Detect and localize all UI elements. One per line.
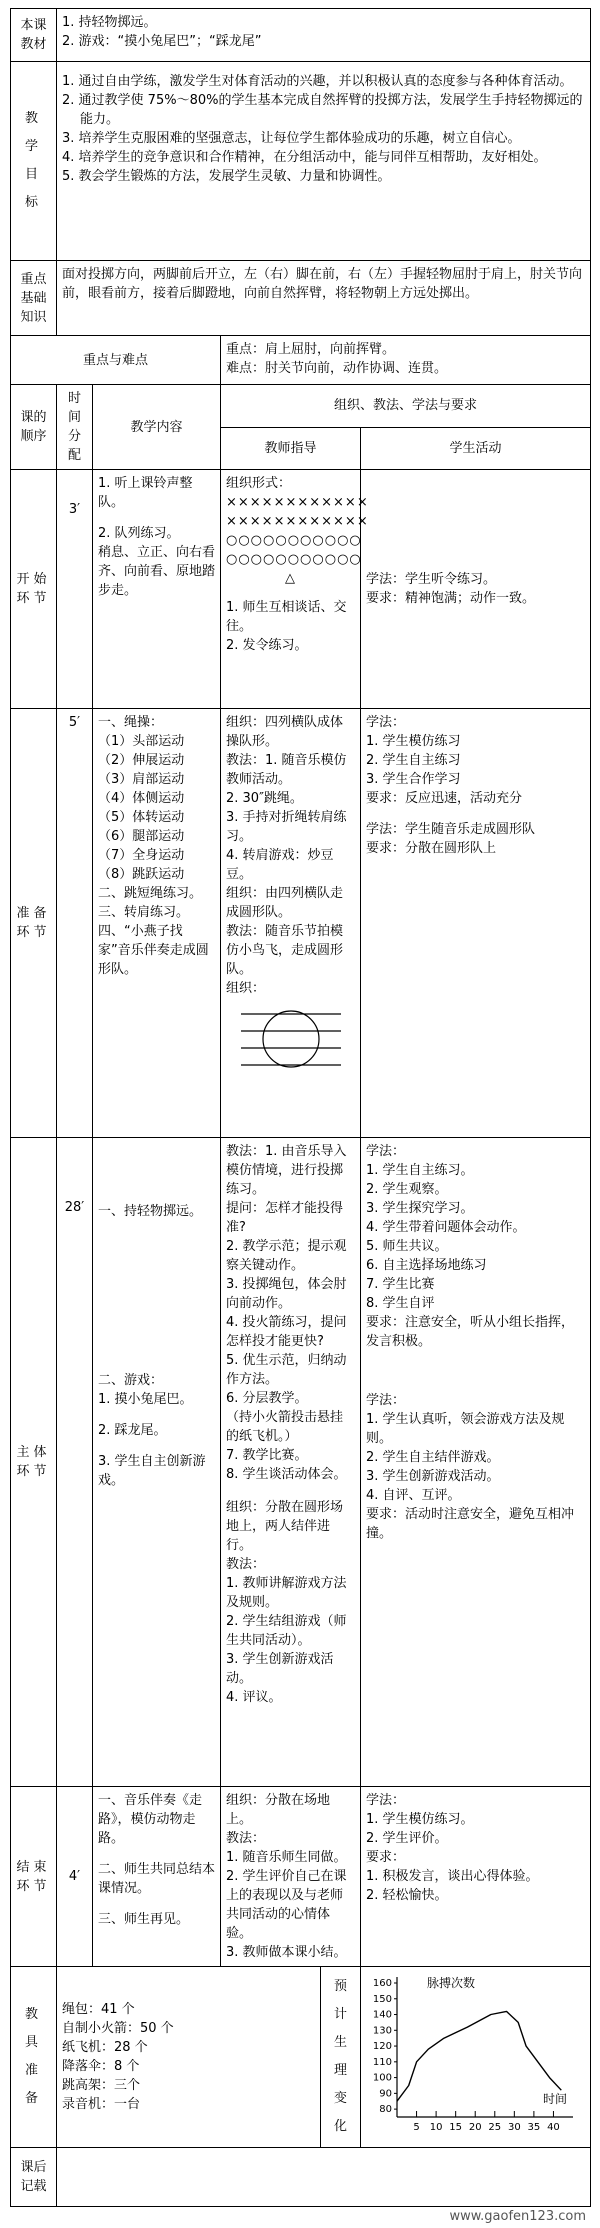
- label-char: 预: [333, 1979, 347, 1994]
- list-line: 一、音乐伴奏《走路》，模仿动物走路。: [98, 1793, 203, 1846]
- list-line: 1. 随音乐师生同做。: [226, 1850, 347, 1865]
- objective-item: 4. 培养学生的竞争意识和合作精神，在分组活动中，能与同伴互相帮助，友好相处。: [62, 150, 547, 165]
- watermark: www.gaofen123.com: [449, 2209, 586, 2224]
- formation-row: ○○○○○○○○○○○: [226, 552, 362, 567]
- physio-chart-cell: [361, 1967, 591, 2148]
- list-line: 2. 学生自主练习: [366, 753, 461, 768]
- list-line: 2. 学生自主结伴游戏。: [366, 1450, 500, 1465]
- y-tick-label: 90: [379, 2088, 392, 2100]
- material-item: 1. 持轻物掷远。: [62, 15, 157, 30]
- label-char: 生: [333, 2035, 347, 2050]
- list-line: （7）全身运动: [98, 848, 185, 863]
- key-point: 重点：肩上屈肘，向前挥臂。: [226, 342, 396, 357]
- list-line: 学法：: [366, 715, 406, 730]
- list-line: 1. 积极发言，谈出心得体验。: [366, 1869, 539, 1884]
- list-line: 录音机：一台: [62, 2097, 141, 2112]
- stage-main-time: 28′: [57, 1138, 93, 1787]
- list-line: 教法：: [226, 1557, 266, 1572]
- row-notes: [11, 2148, 591, 2207]
- stage-end-student: [361, 1787, 591, 1967]
- list-line: 二、游戏：: [98, 1373, 164, 1388]
- list-line: 1. 学生认真听，领会游戏方法及规则。: [366, 1412, 565, 1446]
- list-line: 1. 学生模仿练习。: [366, 1812, 474, 1827]
- label-equipment: [11, 1967, 57, 2148]
- row-key-difficult: [11, 336, 591, 385]
- label-char: 变: [333, 2091, 347, 2106]
- list-line: （3）肩部运动: [98, 772, 185, 787]
- list-line: 要求：分散在圆形队上: [366, 841, 497, 856]
- x-tick-label: 5: [413, 2122, 420, 2133]
- list-line: 3. 学生合作学习: [366, 772, 461, 787]
- formation-diagram: [226, 493, 369, 588]
- list-line: 要求：注意安全，听从小组长指挥，发言积极。: [366, 1315, 575, 1349]
- y-tick-label: 80: [379, 2104, 392, 2116]
- list-line: 学法：: [366, 1144, 406, 1159]
- row-key-knowledge: [11, 261, 591, 336]
- notes-content: [57, 2148, 591, 2207]
- stage-end-name: 结束环节: [11, 1787, 57, 1967]
- list-line: （8）跳跃运动: [98, 867, 185, 882]
- label-char: 计: [333, 2007, 347, 2022]
- objective-item: 2. 通过教学使 75%～80%的学生基本完成自然挥臂的投掷方法，发展学生手持轻物掷远的能力。: [62, 93, 583, 127]
- list-line: [98, 1409, 215, 1421]
- stage-start-teacher: [221, 470, 369, 709]
- stage-main-content: [93, 1138, 221, 1787]
- list-line: 3. 手持对折绳转肩练习。: [226, 810, 347, 844]
- label-char: 教: [24, 111, 42, 126]
- difficult-point: 难点：肘关节向前，动作协调、连贯。: [226, 361, 448, 376]
- y-tick-label: 150: [372, 1993, 392, 2005]
- x-tick-label: 20: [468, 2122, 482, 2133]
- list-line: 4. 自评、互评。: [366, 1488, 461, 1503]
- key-knowledge-content: 面对投掷方向，两脚前后开立，左（右）脚在前，右（左）手握轻物屈肘于肩上，肘关节向前，眼看前方，接着后脚蹬地，向前自然挥臂，将轻物朝上方远处掷出。: [57, 261, 591, 336]
- y-tick-label: 130: [372, 2025, 392, 2037]
- list-line: 1. 摸小兔尾巴。: [98, 1392, 193, 1407]
- label-char: 标: [24, 195, 42, 210]
- stage-main-student: [361, 1138, 591, 1787]
- list-line: 要求：: [366, 1850, 406, 1865]
- y-tick-label: 120: [372, 2041, 392, 2053]
- stage-end-teacher: [221, 1787, 361, 1967]
- list-line: 2. 30″跳绳。: [226, 791, 303, 806]
- header-time: 时间分配: [57, 385, 93, 470]
- list-line: 自制小火箭：50 个: [62, 2021, 174, 2036]
- list-line: 三、转肩练习。: [98, 905, 190, 920]
- list-line: 一、持轻物掷远。: [98, 1204, 203, 1219]
- list-line: 教法：1. 随音乐模仿教师活动。: [226, 753, 347, 787]
- list-line: [98, 1848, 215, 1860]
- list-line: （6）腿部运动: [98, 829, 185, 844]
- list-line: 3. 学生探究学习。: [366, 1201, 474, 1216]
- list-line: 组织形式：: [226, 476, 292, 491]
- list-line: 1. 教师讲解游戏方法及规则。: [226, 1576, 347, 1610]
- list-line: 3. 学生创新游戏活动。: [366, 1469, 500, 1484]
- label-char: 准: [24, 2063, 42, 2078]
- list-line: 4. 学生带着问题体会动作。: [366, 1220, 526, 1235]
- list-line: 2. 学生观察。: [366, 1182, 448, 1197]
- formation-row: ○○○○○○○○○○○: [226, 533, 362, 548]
- list-line: 5. 师生共议。: [366, 1239, 448, 1254]
- list-line: 1. 学生模仿练习: [366, 734, 461, 749]
- list-line: 组织：分散在场地上。: [226, 1793, 331, 1827]
- header-org: 组织、教法、学法与要求: [221, 385, 591, 428]
- list-line: 2. 学生评价。: [366, 1831, 448, 1846]
- list-line: 教法：随音乐节拍模仿小鸟飞，走成圆形队。: [226, 924, 344, 977]
- stage-prep-content: [93, 709, 221, 1138]
- list-line: 跳高架：三个: [62, 2078, 141, 2093]
- list-line: （5）体转运动: [98, 810, 185, 825]
- list-line: 2. 队列练习。: [98, 526, 180, 541]
- lesson-plan-table: [10, 8, 591, 2207]
- header-order: 课的顺序: [11, 385, 57, 470]
- list-line: 要求：活动时注意安全，避免互相冲撞。: [366, 1507, 575, 1541]
- list-line: 学法：学生随音乐走成圆形队: [366, 822, 536, 837]
- stage-end-time: 4′: [57, 1787, 93, 1967]
- list-line: （2）伸展运动: [98, 753, 185, 768]
- list-line: 组织：由四列横队走成圆形队。: [226, 886, 344, 920]
- label-key-knowledge: 重点基础知识: [11, 261, 57, 336]
- y-tick-label: 160: [372, 1978, 392, 1989]
- stage-main-teacher: [221, 1138, 361, 1787]
- y-tick-label: 140: [372, 2009, 392, 2021]
- stage-main-name: 主体环节: [11, 1138, 57, 1787]
- list-line: （持小火箭投击悬挂的纸飞机。）: [226, 1410, 344, 1444]
- list-line: 1. 学生自主练习。: [366, 1163, 474, 1178]
- list-line: 降落伞：8 个: [62, 2059, 140, 2074]
- list-line: 8. 学生谈活动体会。: [226, 1467, 347, 1482]
- list-line: 稍息、立正、向右看齐、向前看、原地踏步走。: [98, 545, 216, 598]
- list-line: 一、绳操：: [98, 715, 164, 730]
- x-axis-label: 时间: [543, 2092, 568, 2106]
- label-char: 目: [24, 167, 42, 182]
- list-line: 组织：: [226, 981, 266, 996]
- label-objectives: [11, 62, 57, 261]
- objectives-content: [57, 62, 591, 261]
- list-line: [98, 1898, 215, 1910]
- list-line: 教法：1. 由音乐导入模仿情境，进行投掷练习。: [226, 1144, 347, 1197]
- material-item: 2. 游戏：“摸小兔尾巴”；“踩龙尾”: [62, 34, 262, 49]
- stage-prep-teacher: [221, 709, 361, 1138]
- label-char: 化: [333, 2119, 347, 2134]
- label-char: 学: [24, 139, 42, 154]
- list-line: 5. 优生示范，归纳动作方法。: [226, 1353, 347, 1387]
- list-line: 7. 教学比赛。: [226, 1448, 308, 1463]
- label-physio: [321, 1967, 361, 2148]
- key-difficult-content: [221, 336, 591, 385]
- label-char: 具: [24, 2035, 42, 2050]
- equipment-list: [57, 1967, 321, 2148]
- list-line: 4. 投火箭练习，提问怎样投才能更快?: [226, 1315, 347, 1349]
- label-key-difficult: 重点与难点: [11, 336, 221, 385]
- stage-start-content: [93, 470, 221, 709]
- header-teacher: 教师指导: [221, 427, 361, 470]
- list-line: 学法：学生听令练习。: [366, 572, 497, 587]
- list-line: 2. 发令练习。: [226, 638, 308, 653]
- teacher-position: △: [285, 571, 296, 586]
- stage-start-student: [361, 470, 591, 709]
- list-line: 二、师生共同总结本课情况。: [98, 1862, 216, 1896]
- list-line: 2. 轻松愉快。: [366, 1888, 448, 1903]
- lesson-material-content: [57, 9, 591, 62]
- row-stage-prep: [11, 709, 591, 1138]
- pulse-line: [397, 2011, 561, 2101]
- list-line: 2. 教学示范；提示观察关键动作。: [226, 1239, 347, 1273]
- list-line: [98, 1440, 215, 1452]
- header-content: 教学内容: [93, 385, 221, 470]
- x-tick-label: 30: [507, 2122, 521, 2133]
- list-line: 8. 学生自评: [366, 1296, 435, 1311]
- label-char: 理: [333, 2063, 347, 2078]
- row-stage-end: [11, 1787, 591, 1967]
- formation-row: ××××××××××××: [226, 514, 369, 529]
- list-line: 2. 学生评价自己在课上的表现以及与老师共同活动的心情体验。: [226, 1869, 347, 1941]
- label-char: 教: [24, 2007, 42, 2022]
- list-line: 4. 转肩游戏：炒豆豆。: [226, 848, 334, 882]
- list-line: 6. 自主选择场地练习: [366, 1258, 487, 1273]
- list-line: 6. 分层教学。: [226, 1391, 308, 1406]
- x-tick-label: 25: [488, 2122, 502, 2133]
- stage-prep-name: 准备环节: [11, 709, 57, 1138]
- objective-item: 5. 教会学生锻炼的方法，发展学生灵敏、力量和协调性。: [62, 169, 391, 184]
- list-line: 4. 评议。: [226, 1690, 282, 1705]
- list-line: 纸飞机：28 个: [62, 2040, 148, 2055]
- list-line: 组织：四列横队成体操队形。: [226, 715, 344, 749]
- stage-start-name: 开始环节: [11, 470, 57, 709]
- stage-start-time: 3′: [57, 470, 93, 709]
- row-stage-start: [11, 470, 591, 709]
- row-lesson-material: [11, 9, 591, 62]
- objective-item: 3. 培养学生克服困难的坚强意志，让每位学生都体验成功的乐趣，树立自信心。: [62, 131, 521, 146]
- x-tick-label: 40: [547, 2122, 560, 2133]
- objective-item: 1. 通过自由学练，激发学生对体育活动的兴趣，并以积极认真的态度参与各种体育活动。: [62, 74, 573, 89]
- header-student: 学生活动: [361, 427, 591, 470]
- list-line: 绳包：41 个: [62, 2002, 135, 2017]
- stage-end-content: [93, 1787, 221, 1967]
- row-equipment: [11, 1967, 591, 2148]
- list-line: 2. 踩龙尾。: [98, 1423, 167, 1438]
- list-line: 7. 学生比赛: [366, 1277, 435, 1292]
- list-line: 二、跳短绳练习。: [98, 886, 203, 901]
- chart-title: 脉搏次数: [427, 1976, 476, 1990]
- list-line: 1. 听上课铃声整队。: [98, 476, 193, 510]
- list-line: [98, 512, 215, 524]
- row-objectives: [11, 62, 591, 261]
- list-line: 要求：反应迅速，活动充分: [366, 791, 523, 806]
- label-notes: 课后记载: [11, 2148, 57, 2207]
- list-line: 提问：怎样才能投得准?: [226, 1201, 344, 1235]
- x-tick-label: 35: [527, 2122, 541, 2133]
- list-line: 3. 教师做本课小结。: [226, 1945, 347, 1960]
- stage-prep-time: 5′: [57, 709, 93, 1138]
- row-header-1: [11, 385, 591, 428]
- list-line: 要求：精神饱满；动作一致。: [366, 591, 536, 606]
- list-line: [366, 808, 585, 820]
- circle-formation-diagram: [231, 1004, 351, 1074]
- list-line: 三、师生再见。: [98, 1912, 190, 1927]
- y-tick-label: 100: [372, 2072, 392, 2084]
- row-stage-main: [11, 1138, 591, 1787]
- list-line: （4）体侧运动: [98, 791, 185, 806]
- x-tick-label: 10: [429, 2122, 443, 2133]
- list-line: 四、“小燕子找家”音乐伴奏走成圆形队。: [98, 924, 209, 977]
- list-line: 3. 学生创新游戏活动。: [226, 1652, 334, 1686]
- list-line: 2. 学生结组游戏（师生共同活动）。: [226, 1614, 347, 1648]
- list-line: 教法：: [226, 1831, 266, 1846]
- x-tick-label: 15: [449, 2122, 463, 2133]
- list-line: 3. 投掷绳包，体会肘向前动作。: [226, 1277, 347, 1311]
- y-tick-label: 110: [372, 2056, 392, 2068]
- pulse-chart: [363, 1969, 587, 2135]
- list-line: （1）头部运动: [98, 734, 185, 749]
- label-char: 备: [24, 2091, 42, 2106]
- list-line: 学法：: [366, 1793, 406, 1808]
- stage-prep-student: [361, 709, 591, 1138]
- label-lesson-material: 本课教材: [11, 9, 57, 62]
- list-line: 组织：分散在圆形场地上，两人结伴进行。: [226, 1500, 344, 1553]
- list-line: 1. 师生互相谈话、交往。: [226, 600, 347, 634]
- list-line: 3. 学生自主创新游戏。: [98, 1454, 206, 1488]
- list-line: 学法：: [366, 1393, 406, 1408]
- formation-row: ××××××××××××: [226, 495, 369, 510]
